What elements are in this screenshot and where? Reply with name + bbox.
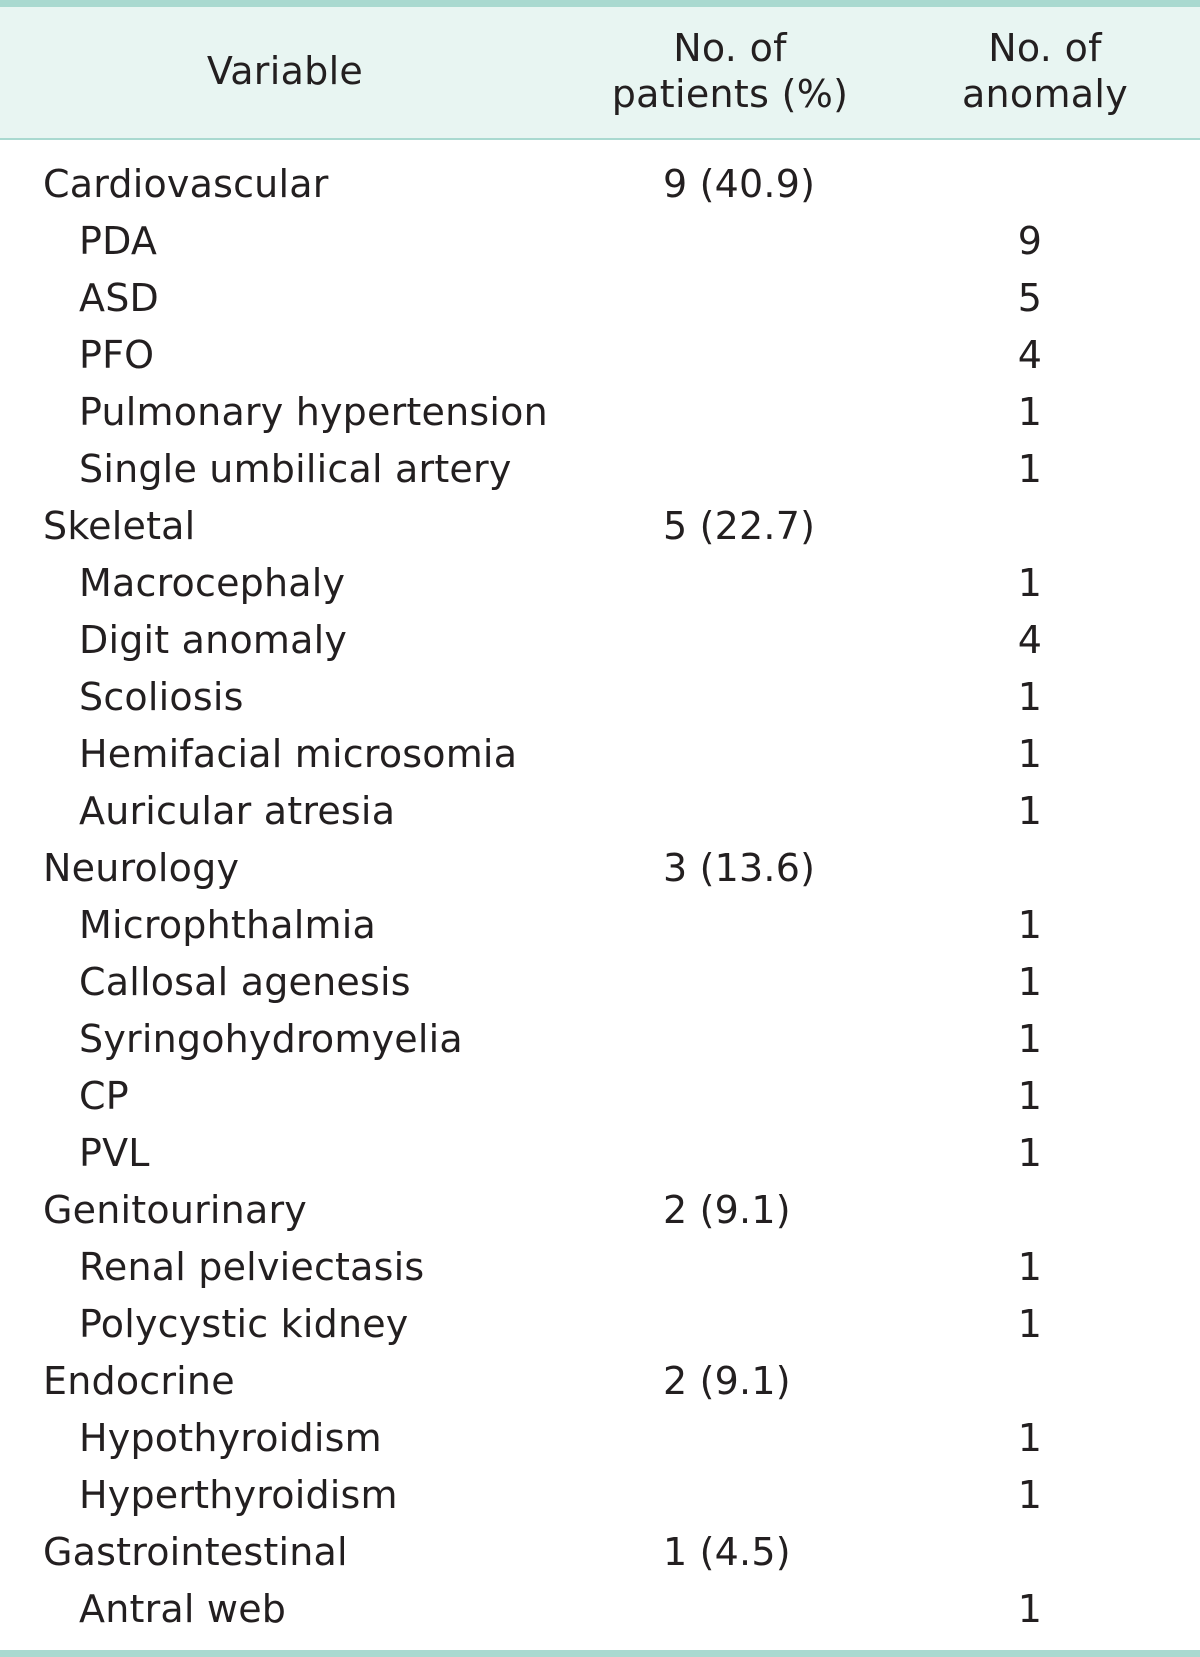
cell-variable: Endocrine: [43, 1359, 235, 1403]
cell-patients: 1 (4.5): [663, 1530, 791, 1574]
table-row-subitem: [0, 555, 1200, 612]
cell-anomaly: 1: [1017, 390, 1043, 434]
table-row-subitem: [0, 726, 1200, 783]
cell-anomaly: 1: [1017, 561, 1043, 605]
cell-variable: Callosal agenesis: [79, 960, 411, 1004]
cell-anomaly: 1: [1017, 1302, 1043, 1346]
table-row-subitem: [0, 897, 1200, 954]
cell-variable: Neurology: [43, 846, 240, 890]
cell-anomaly: 4: [1017, 333, 1043, 377]
header-anomaly-line1: No. of: [988, 26, 1102, 70]
table-row-subitem: [0, 441, 1200, 498]
cell-variable: CP: [79, 1074, 129, 1118]
cell-anomaly: 1: [1017, 789, 1043, 833]
table-row-subitem: [0, 1581, 1200, 1638]
table-row-subitem: [0, 327, 1200, 384]
table-row-subitem: [0, 1011, 1200, 1068]
table-top-rule: [0, 0, 1200, 7]
table-row-subitem: [0, 1125, 1200, 1182]
table-row-category: [0, 1524, 1200, 1581]
table-bottom-rule: [0, 1650, 1200, 1657]
cell-patients: 3 (13.6): [663, 846, 816, 890]
cell-variable: Hyperthyroidism: [79, 1473, 398, 1517]
cell-variable: Hypothyroidism: [79, 1416, 382, 1460]
header-patients-line1: No. of: [673, 26, 787, 70]
table-row-category: [0, 498, 1200, 555]
cell-anomaly: 1: [1017, 903, 1043, 947]
cell-anomaly: 1: [1017, 1587, 1043, 1631]
table-header: [0, 7, 1200, 140]
cell-variable: Digit anomaly: [79, 618, 348, 662]
table-row-subitem: [0, 1068, 1200, 1125]
header-variable-label: Variable: [206, 49, 364, 93]
table-row-subitem: [0, 384, 1200, 441]
cell-variable: Skeletal: [43, 504, 196, 548]
cell-variable: Hemifacial microsomia: [79, 732, 518, 776]
cell-patients: 5 (22.7): [663, 504, 816, 548]
cell-variable: PVL: [79, 1131, 150, 1175]
cell-anomaly: 4: [1017, 618, 1043, 662]
cell-variable: Gastrointestinal: [43, 1530, 348, 1574]
table-row-subitem: [0, 1410, 1200, 1467]
cell-patients: 2 (9.1): [663, 1188, 791, 1232]
cell-anomaly: 1: [1017, 1131, 1043, 1175]
table-row-subitem: [0, 213, 1200, 270]
cell-anomaly: 1: [1017, 675, 1043, 719]
cell-anomaly: 1: [1017, 1245, 1043, 1289]
table-row-subitem: [0, 669, 1200, 726]
cell-variable: Auricular atresia: [79, 789, 396, 833]
cell-variable: PFO: [79, 333, 155, 377]
table-body: [0, 156, 1200, 1638]
header-anomaly-line2: anomaly: [961, 72, 1129, 116]
cell-variable: Antral web: [79, 1587, 287, 1631]
cell-variable: Scoliosis: [79, 675, 244, 719]
cell-variable: ASD: [79, 276, 159, 320]
table-row-subitem: [0, 1239, 1200, 1296]
cell-variable: Syringohydromyelia: [79, 1017, 463, 1061]
header-patients-line2: patients (%): [611, 72, 849, 116]
table-row-subitem: [0, 270, 1200, 327]
cell-anomaly: 1: [1017, 1416, 1043, 1460]
table-row-category: [0, 156, 1200, 213]
table-row-subitem: [0, 1467, 1200, 1524]
cell-anomaly: 9: [1017, 219, 1043, 263]
cell-anomaly: 1: [1017, 1473, 1043, 1517]
table-row-category: [0, 1353, 1200, 1410]
cell-patients: 2 (9.1): [663, 1359, 791, 1403]
table-row-subitem: [0, 783, 1200, 840]
cell-variable: Macrocephaly: [79, 561, 346, 605]
cell-patients: 9 (40.9): [663, 162, 816, 206]
table-row-category: [0, 840, 1200, 897]
table-row-subitem: [0, 612, 1200, 669]
cell-variable: Pulmonary hypertension: [79, 390, 548, 434]
cell-variable: Genitourinary: [43, 1188, 307, 1232]
cell-variable: PDA: [79, 219, 158, 263]
cell-variable: Polycystic kidney: [79, 1302, 409, 1346]
table-row-subitem: [0, 1296, 1200, 1353]
cell-variable: Single umbilical artery: [79, 447, 512, 491]
header-variable: [100, 48, 470, 94]
table-row-category: [0, 1182, 1200, 1239]
cell-anomaly: 1: [1017, 960, 1043, 1004]
cell-variable: Cardiovascular: [43, 162, 329, 206]
cell-anomaly: 1: [1017, 732, 1043, 776]
cell-anomaly: 1: [1017, 1017, 1043, 1061]
cell-anomaly: 1: [1017, 447, 1043, 491]
cell-variable: Microphthalmia: [79, 903, 376, 947]
header-anomaly: [920, 25, 1170, 117]
cell-variable: Renal pelviectasis: [79, 1245, 425, 1289]
cell-anomaly: 5: [1017, 276, 1043, 320]
header-patients: [590, 25, 870, 117]
cell-anomaly: 1: [1017, 1074, 1043, 1118]
table-row-subitem: [0, 954, 1200, 1011]
